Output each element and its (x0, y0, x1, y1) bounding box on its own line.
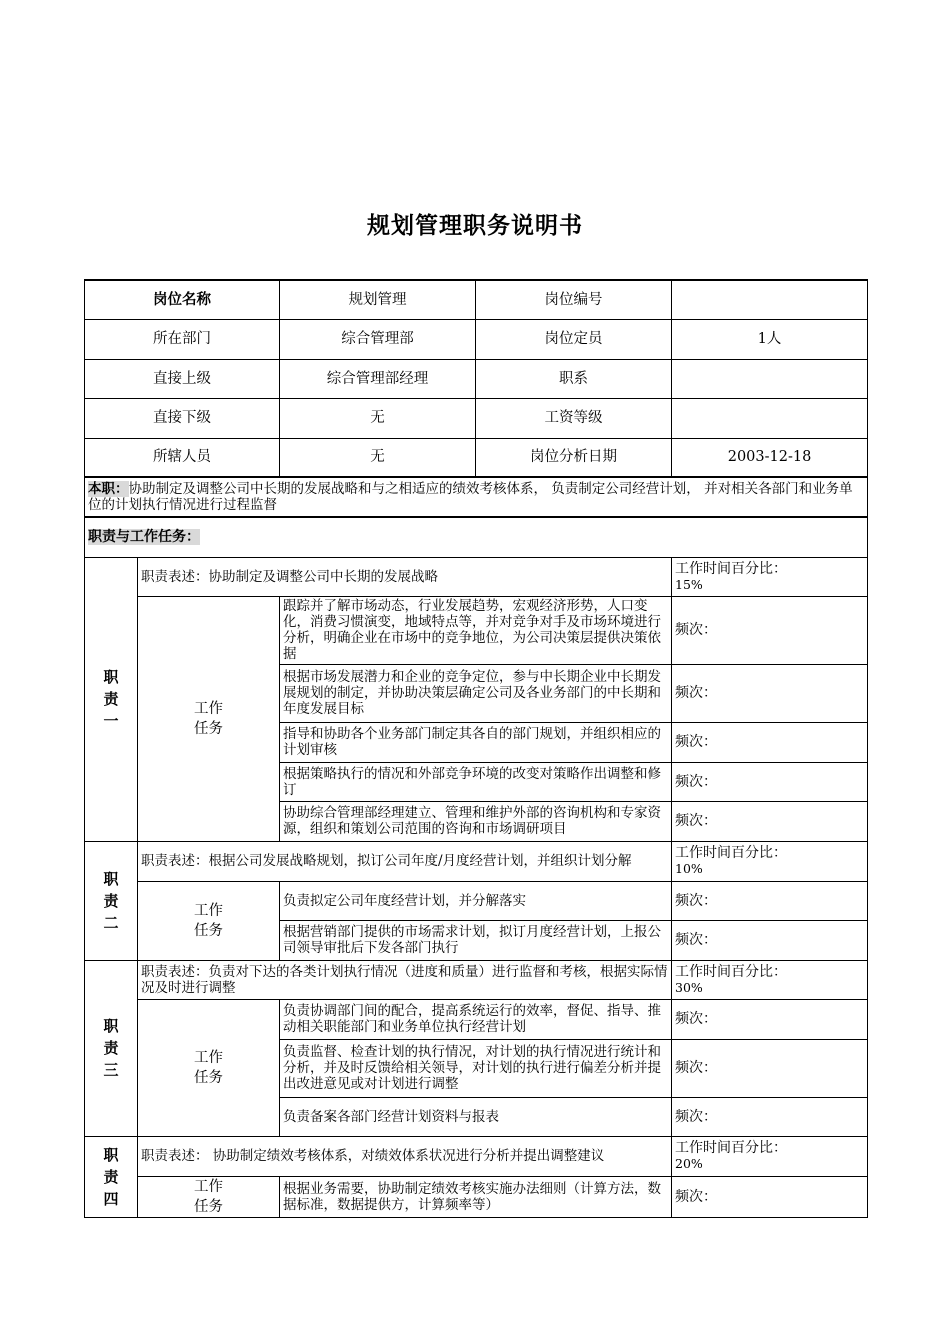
info-value: 无 (280, 398, 476, 438)
task-text: 协助综合管理部经理建立、管理和维护外部的咨询机构和专家资源，组织和策划公司范围的咨询和市场调研项目 (280, 801, 672, 841)
task-label (138, 596, 280, 841)
frequency: 频次： (672, 762, 868, 801)
info-key: 岗位名称 (85, 280, 280, 319)
info-value: 规划管理 (280, 280, 476, 319)
duty-statement: 职责表述： 协助制定绩效考核体系，对绩效体系状况进行分析并提出调整建议 (138, 1136, 672, 1176)
frequency: 频次： (672, 1176, 868, 1217)
task-label (138, 881, 280, 960)
time-percent-cell (672, 1136, 868, 1176)
task-row (85, 999, 868, 1039)
task-text: 指导和协助各个业务部门制定其各自的部门规划，并组织相应的计划审核 (280, 722, 672, 762)
duty-label (85, 841, 138, 960)
task-label (138, 1176, 280, 1217)
info-value (672, 359, 868, 398)
time-percent-label: 工作时间百分比： (675, 1140, 788, 1156)
summary-text: 协助制定及调整公司中长期的发展战略和与之相适应的绩效考核体系， 负责制定公司经营计划， 并对相关各部门和业务单位的计划执行情况进行过程监督 (88, 481, 853, 513)
info-value: 综合管理部经理 (280, 359, 476, 398)
info-key: 岗位编号 (476, 280, 672, 319)
section-cell (85, 517, 868, 557)
task-text: 负责协调部门间的配合，提高系统运行的效率，督促、指导、推动相关职能部门和业务单位执行经营计划 (280, 999, 672, 1039)
frequency: 频次： (672, 881, 868, 920)
info-value: 综合管理部 (280, 319, 476, 359)
duty-statement: 职责表述：负责对下达的各类计划执行情况（进度和质量）进行监督和考核，根据实际情况及时进行调整 (138, 960, 672, 999)
task-row (85, 596, 868, 664)
duty-statement: 职责表述：协助制定及调整公司中长期的发展战略 (138, 557, 672, 596)
task-text: 根据营销部门提供的市场需求计划，拟订月度经营计划，上报公司领导审批后下发各部门执行 (280, 920, 672, 960)
time-percent-cell (672, 960, 868, 999)
info-key: 工资等级 (476, 398, 672, 438)
duty-label (85, 960, 138, 1136)
frequency: 频次： (672, 1097, 868, 1136)
duty-statement-row (85, 1136, 868, 1176)
time-percent-cell (672, 841, 868, 881)
duty-statement-row (85, 841, 868, 881)
time-percent-value: 30% (675, 979, 703, 995)
task-text: 跟踪并了解市场动态，行业发展趋势，宏观经济形势，人口变化，消费习惯演变，地域特点等，并对竞争对手及市场环境进行分析，明确企业在市场中的竞争地位，为公司决策层提供决策依据 (280, 596, 672, 664)
job-description-table (84, 279, 868, 1218)
task-text: 负责监督、检查计划的执行情况，对计划的执行情况进行统计和分析，并及时反馈给相关领导，对计划的执行进行偏差分析并提出改进意见或对计划进行调整 (280, 1039, 672, 1097)
time-percent-label: 工作时间百分比： (675, 560, 788, 577)
frequency: 频次： (672, 801, 868, 841)
time-percent-value: 15% (675, 576, 703, 592)
frequency: 频次： (672, 722, 868, 762)
time-percent-value: 20% (675, 1156, 703, 1171)
task-text: 根据业务需要，协助制定绩效考核实施办法细则（计算方法，数据标准，数据提供方，计算频率等） (280, 1176, 672, 1217)
task-label-text: 工作任务 (194, 1049, 224, 1086)
task-label-text: 工作任务 (194, 902, 224, 939)
task-label-text: 工作任务 (194, 700, 224, 737)
duty-statement-row (85, 960, 868, 999)
info-row (85, 280, 868, 319)
task-row (85, 1176, 868, 1217)
time-percent-value: 10% (675, 861, 703, 876)
info-key: 所在部门 (85, 319, 280, 359)
task-label-text: 工作任务 (194, 1178, 224, 1215)
frequency: 频次： (672, 999, 868, 1039)
info-row (85, 438, 868, 477)
task-text: 负责拟定公司年度经营计划，并分解落实 (280, 881, 672, 920)
info-row (85, 359, 868, 398)
info-key: 岗位分析日期 (476, 438, 672, 477)
task-text: 根据市场发展潜力和企业的竞争定位，参与中长期企业中长期发展规划的制定，并协助决策层确定公司及各业务部门的中长期和年度发展目标 (280, 664, 672, 722)
section-title: 职责与工作任务： (88, 529, 200, 546)
info-key: 岗位定员 (476, 319, 672, 359)
frequency: 频次： (672, 920, 868, 960)
section-row (85, 517, 868, 557)
time-percent-cell (672, 557, 868, 596)
time-percent-label: 工作时间百分比： (675, 845, 788, 861)
info-value: 无 (280, 438, 476, 477)
task-row (85, 881, 868, 920)
info-value (672, 280, 868, 319)
summary-label: 本职： (88, 481, 129, 497)
info-value: 1人 (672, 319, 868, 359)
frequency: 频次： (672, 664, 868, 722)
info-value (672, 398, 868, 438)
info-key: 职系 (476, 359, 672, 398)
summary-row (85, 477, 868, 517)
info-key: 直接下级 (85, 398, 280, 438)
duty-label-text: 职责四 (103, 1145, 119, 1208)
summary-cell (85, 477, 868, 517)
duty-statement-row (85, 557, 868, 596)
info-row (85, 398, 868, 438)
frequency: 频次： (672, 1039, 868, 1097)
duty-statement: 职责表述：根据公司发展战略规划，拟订公司年度/月度经营计划，并组织计划分解 (138, 841, 672, 881)
page-title: 规划管理职务说明书 (367, 213, 583, 239)
task-text: 根据策略执行的情况和外部竞争环境的改变对策略作出调整和修订 (280, 762, 672, 801)
frequency: 频次： (672, 596, 868, 664)
info-value: 2003-12-18 (672, 438, 868, 477)
task-label (138, 999, 280, 1136)
info-row (85, 319, 868, 359)
time-percent-label: 工作时间百分比： (675, 963, 788, 980)
task-text: 负责备案各部门经营计划资料与报表 (280, 1097, 672, 1136)
duty-label-text: 职责三 (103, 1017, 119, 1079)
info-key: 所辖人员 (85, 438, 280, 477)
duty-label (85, 1136, 138, 1217)
info-key: 直接上级 (85, 359, 280, 398)
duty-label-text: 职责二 (103, 869, 119, 932)
duty-label (85, 557, 138, 841)
duty-label-text: 职责一 (103, 668, 119, 730)
